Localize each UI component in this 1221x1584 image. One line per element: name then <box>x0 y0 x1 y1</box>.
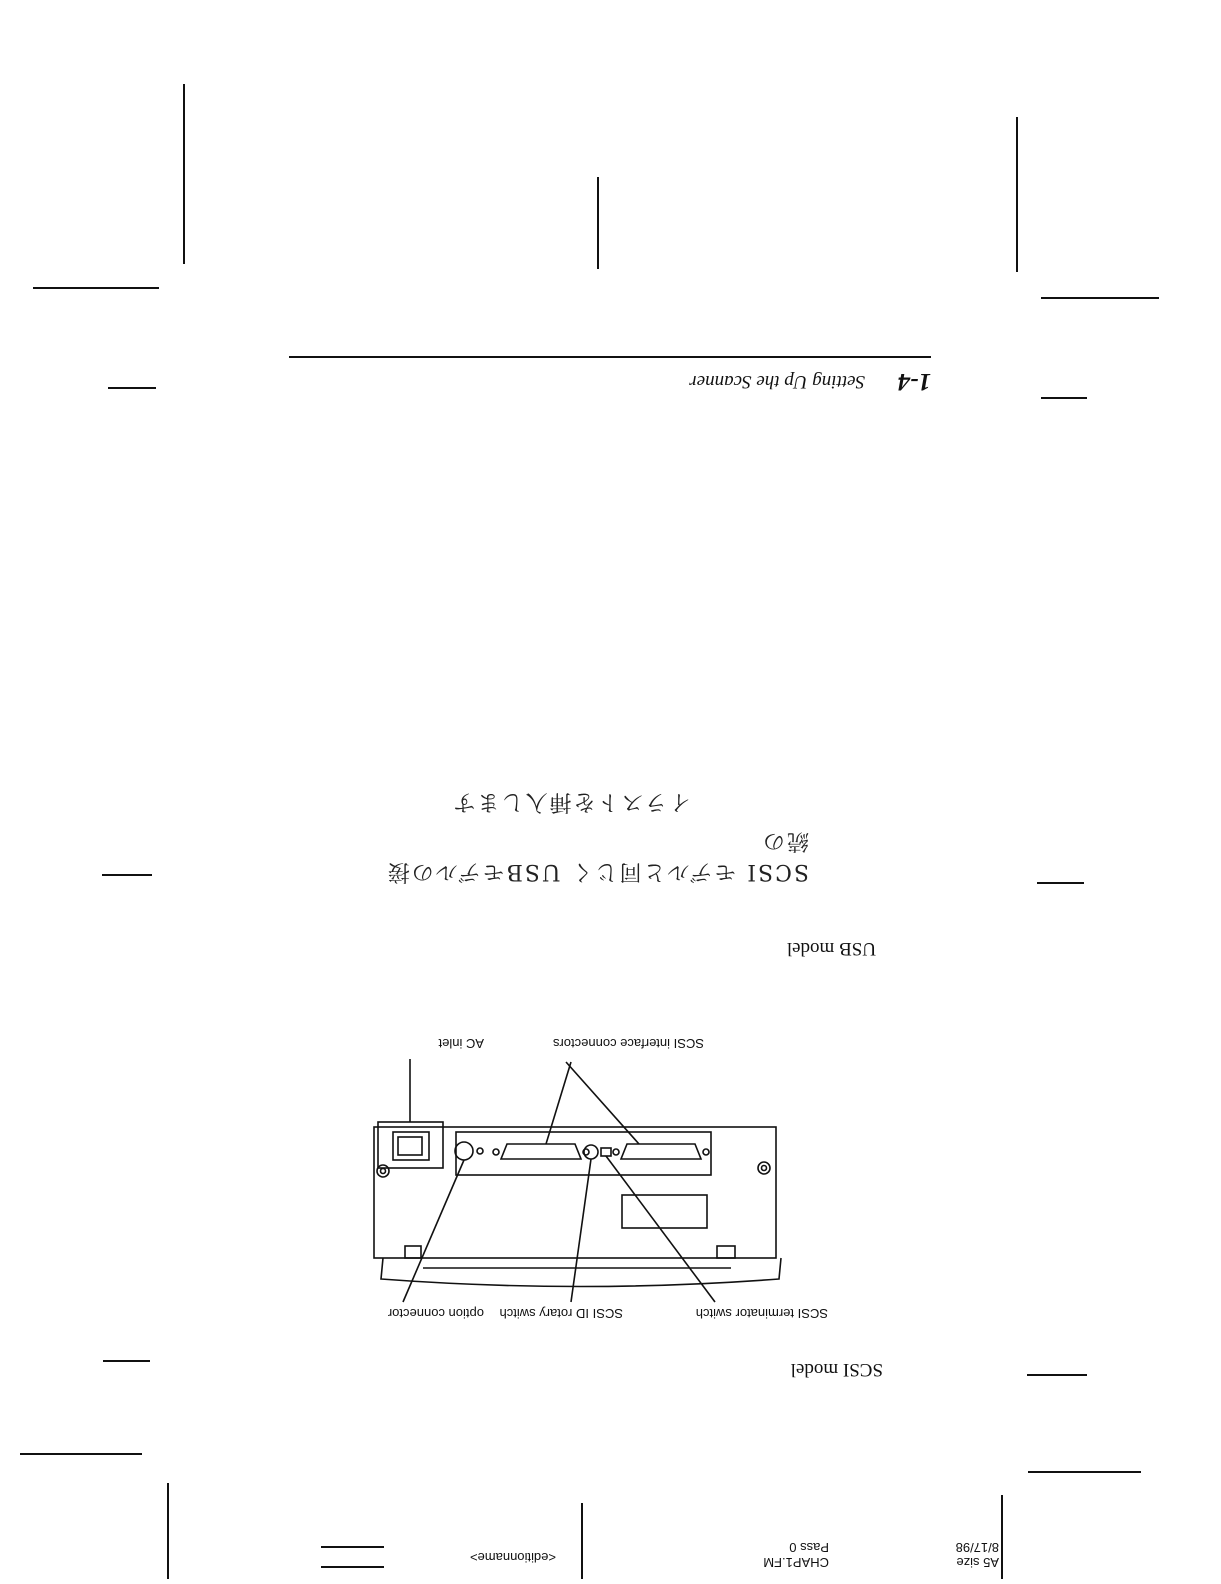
footer-pass: Pass 0 <box>789 1540 829 1555</box>
footer-filename: CHAP1.FM <box>763 1555 829 1570</box>
note-line: SCSI モデルと同じく USBモデルの接続の <box>385 828 809 884</box>
footer-size <box>956 1540 999 1570</box>
label-plate <box>622 1195 707 1228</box>
screw <box>758 1162 770 1174</box>
footer-edition: <editionname> <box>469 1550 556 1565</box>
footer-size-line: A5 size <box>956 1555 999 1570</box>
usb-model-label: USB model <box>786 938 876 959</box>
running-title: Setting Up the Scanner <box>689 371 865 392</box>
callout-scsi-interface-connectors: SCSI interface connectors <box>552 1036 704 1051</box>
screw <box>381 1169 386 1174</box>
page-number: 1-4 <box>897 368 931 395</box>
callout-ac-inlet: AC inlet <box>438 1036 484 1051</box>
scanner-body <box>374 1127 776 1258</box>
callout-scsi-terminator-switch: SCSI terminator switch <box>695 1306 828 1321</box>
callout-option-connector: option connector <box>387 1306 484 1321</box>
rotary-switch <box>584 1145 598 1159</box>
option-port <box>455 1142 473 1160</box>
footer-file <box>763 1540 829 1570</box>
screw <box>762 1166 767 1171</box>
note-line: イラストを挿入します <box>451 789 691 814</box>
foot <box>405 1246 421 1258</box>
scsi-model-label: SCSI model <box>790 1359 883 1380</box>
terminator-switch <box>601 1148 611 1156</box>
foot <box>717 1246 735 1258</box>
scanner-base <box>381 1258 781 1287</box>
footer-date-line: 8/17/98 <box>955 1540 999 1555</box>
scsi-connector <box>621 1144 701 1159</box>
scsi-connector <box>501 1144 581 1159</box>
callout-scsi-id-rotary-switch: SCSI ID rotary switch <box>499 1306 623 1321</box>
